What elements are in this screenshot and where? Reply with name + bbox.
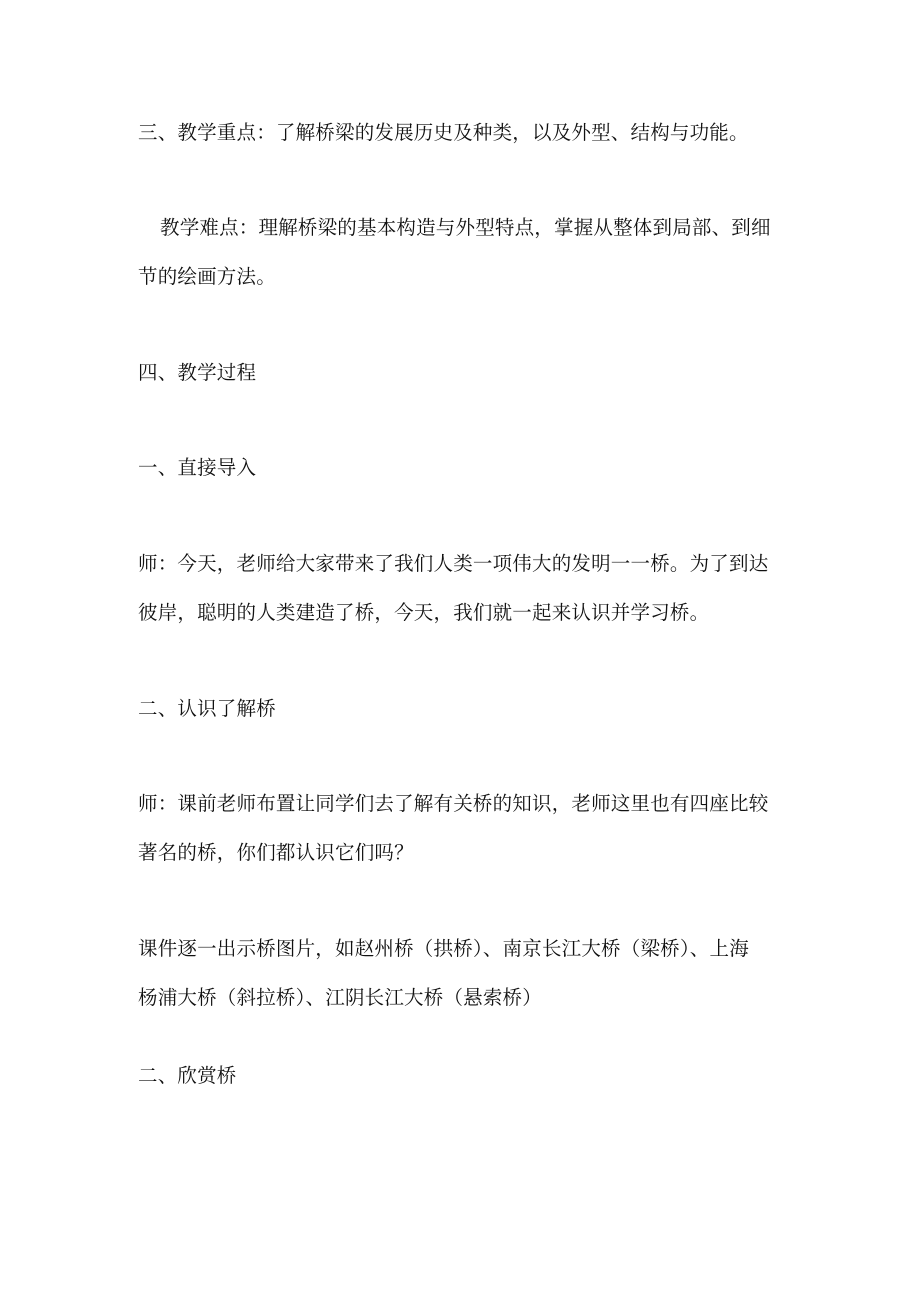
courseware-line-2: 杨浦大桥（斜拉桥）、江阴长江大桥（悬索桥） (138, 986, 542, 1009)
section-heading-know-bridges: 二、认识了解桥 (138, 697, 276, 720)
teaching-difficulty-line-2: 节的绘画方法。 (138, 265, 276, 288)
section-heading-appreciate-bridges: 二、欣赏桥 (138, 1064, 237, 1087)
section-heading-direct-introduction: 一、直接导入 (138, 456, 257, 479)
teacher-intro-line-1: 师：今天，老师给大家带来了我们人类一项伟大的发明一一桥。为了到达 (138, 552, 769, 575)
section-heading-teaching-process: 四、教学过程 (138, 361, 257, 384)
teaching-difficulty-line-1: 教学难点：理解桥梁的基本构造与外型特点，掌握从整体到局部、到细 (160, 216, 771, 239)
teaching-focus-line: 三、教学重点：了解桥梁的发展历史及种类，以及外型、结构与功能。 (138, 121, 749, 144)
courseware-line-1: 课件逐一出示桥图片，如赵州桥（拱桥）、南京长江大桥（梁桥）、上海 (138, 937, 749, 960)
teacher-question-line-2: 著名的桥，你们都认识它们吗？ (138, 841, 414, 864)
teacher-question-line-1: 师：课前老师布置让同学们去了解有关桥的知识，老师这里也有四座比较 (138, 792, 769, 815)
teacher-intro-line-2: 彼岸，聪明的人类建造了桥，今天，我们就一起来认识并学习桥。 (138, 601, 710, 624)
